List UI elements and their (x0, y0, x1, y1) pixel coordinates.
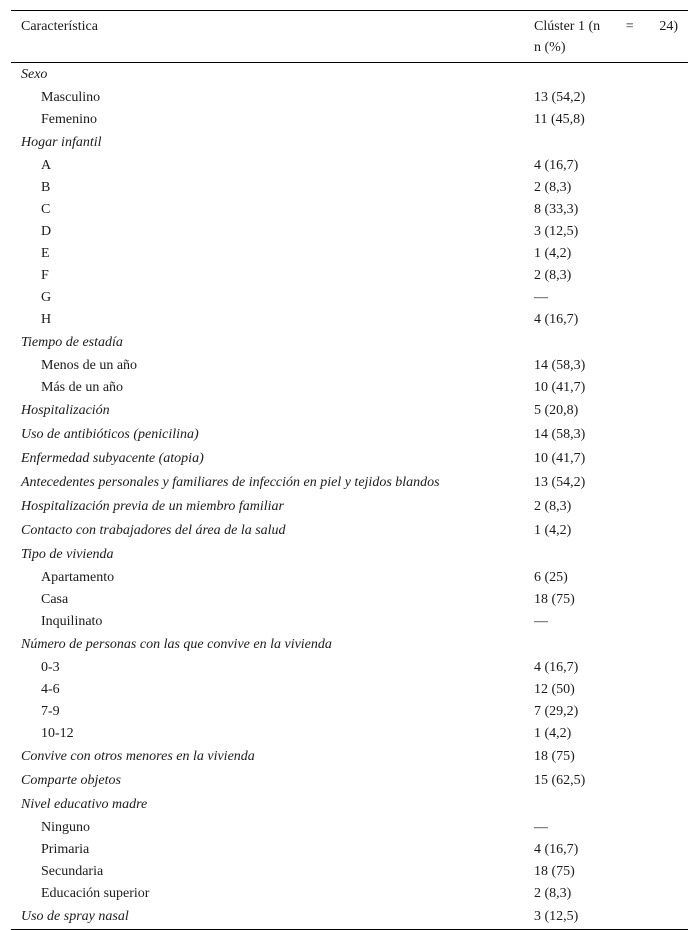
section-label: Nivel educativo madre (21, 797, 148, 812)
table-row (11, 861, 688, 883)
row-label: D (41, 224, 52, 239)
header-characteristic: Característica (21, 19, 98, 34)
row-label: Femenino (41, 112, 97, 127)
row-value: 7 (29,2) (534, 704, 579, 719)
section-row (11, 131, 688, 155)
table-row (11, 567, 688, 589)
row-label: H (41, 312, 52, 327)
row-label: Comparte objetos (21, 773, 121, 788)
row-label: Primaria (41, 842, 90, 857)
row-label: Convive con otros menores en la vivienda (21, 749, 255, 764)
row-label: Inquilinato (41, 614, 103, 629)
table-row (11, 905, 688, 929)
table-row (11, 355, 688, 377)
row-value: 1 (4,2) (534, 726, 572, 741)
row-value: 12 (50) (534, 682, 575, 697)
section-row (11, 543, 688, 567)
row-value: 8 (33,3) (534, 202, 579, 217)
row-value: 3 (12,5) (534, 909, 579, 924)
row-label: Más de un año (41, 380, 124, 395)
table-row (11, 839, 688, 861)
row-label: Enfermedad subyacente (atopia) (21, 451, 204, 466)
section-label: Número de personas con las que convive en la vivienda (21, 637, 332, 652)
row-label: 7-9 (41, 704, 60, 719)
row-value: 2 (8,3) (534, 499, 572, 514)
header-cluster-count: 24) (659, 19, 678, 34)
row-label: A (41, 158, 52, 173)
table-header (11, 11, 688, 62)
table-row (11, 109, 688, 131)
header-cluster-label: Clúster 1 (n (534, 19, 601, 34)
row-label: Contacto con trabajadores del área de la salud (21, 523, 286, 538)
table-row (11, 723, 688, 745)
header-cluster-equals: = (625, 19, 634, 34)
row-label: Casa (41, 592, 69, 607)
table-row (11, 657, 688, 679)
row-value: 10 (41,7) (534, 380, 586, 395)
row-value: 14 (58,3) (534, 358, 586, 373)
table-row (11, 399, 688, 423)
table-body (11, 63, 688, 929)
table-row (11, 611, 688, 633)
row-value: 4 (16,7) (534, 312, 579, 327)
row-value: 1 (4,2) (534, 523, 572, 538)
row-label: Uso de antibióticos (penicilina) (21, 427, 199, 442)
table-row (11, 745, 688, 769)
section-row (11, 793, 688, 817)
row-value: 1 (4,2) (534, 246, 572, 261)
row-value: — (534, 614, 548, 629)
table-row (11, 817, 688, 839)
table-row (11, 377, 688, 399)
table-row (11, 287, 688, 309)
table-row (11, 589, 688, 611)
table-row (11, 423, 688, 447)
table-row (11, 495, 688, 519)
characteristics-table (11, 10, 688, 930)
table-row (11, 447, 688, 471)
table-row (11, 265, 688, 287)
row-label: Hospitalización (21, 403, 110, 418)
table-row (11, 87, 688, 109)
row-label: 4-6 (41, 682, 60, 697)
row-value: 3 (12,5) (534, 224, 579, 239)
row-value: 4 (16,7) (534, 842, 579, 857)
row-label: 10-12 (41, 726, 74, 741)
table-row (11, 701, 688, 723)
section-label: Hogar infantil (21, 135, 102, 150)
section-row (11, 63, 688, 87)
row-label: G (41, 290, 52, 305)
row-value: 13 (54,2) (534, 475, 586, 490)
table-row (11, 679, 688, 701)
row-value: 2 (8,3) (534, 886, 572, 901)
table-row (11, 471, 688, 495)
section-row (11, 633, 688, 657)
header-unit: n (%) (534, 40, 566, 55)
table-row (11, 309, 688, 331)
row-label: Secundaria (41, 864, 104, 879)
table-row (11, 769, 688, 793)
row-label: Uso de spray nasal (21, 909, 129, 924)
row-label: Antecedentes personales y familiares de infección en piel y tejidos blandos (21, 475, 440, 490)
row-value: 10 (41,7) (534, 451, 586, 466)
section-label: Sexo (21, 67, 48, 82)
header-cluster (534, 19, 678, 35)
row-value: 18 (75) (534, 592, 575, 607)
row-label: Apartamento (41, 570, 115, 585)
row-label: C (41, 202, 51, 217)
table-row (11, 243, 688, 265)
row-value: 15 (62,5) (534, 773, 586, 788)
row-value: 4 (16,7) (534, 158, 579, 173)
section-label: Tipo de vivienda (21, 547, 114, 562)
row-label: 0-3 (41, 660, 60, 675)
table-row (11, 155, 688, 177)
row-value: 4 (16,7) (534, 660, 579, 675)
row-value: 5 (20,8) (534, 403, 579, 418)
row-label: F (41, 268, 49, 283)
row-value: 6 (25) (534, 570, 568, 585)
row-value: 2 (8,3) (534, 180, 572, 195)
row-value: — (534, 820, 548, 835)
table-row (11, 883, 688, 905)
table-row (11, 221, 688, 243)
section-row (11, 331, 688, 355)
row-value: 11 (45,8) (534, 112, 585, 127)
row-value: 13 (54,2) (534, 90, 586, 105)
row-value: 18 (75) (534, 864, 575, 879)
row-label: Hospitalización previa de un miembro familiar (21, 499, 284, 514)
row-value: 2 (8,3) (534, 268, 572, 283)
row-value: 14 (58,3) (534, 427, 586, 442)
table-row (11, 199, 688, 221)
row-value: 18 (75) (534, 749, 575, 764)
section-label: Tiempo de estadía (21, 335, 123, 350)
row-label: Ninguno (41, 820, 90, 835)
row-label: Educación superior (41, 886, 150, 901)
row-label: Menos de un año (41, 358, 138, 373)
row-value: — (534, 290, 548, 305)
row-label: Masculino (41, 90, 101, 105)
row-label: E (41, 246, 50, 261)
row-label: B (41, 180, 51, 195)
table-row (11, 519, 688, 543)
table-row (11, 177, 688, 199)
